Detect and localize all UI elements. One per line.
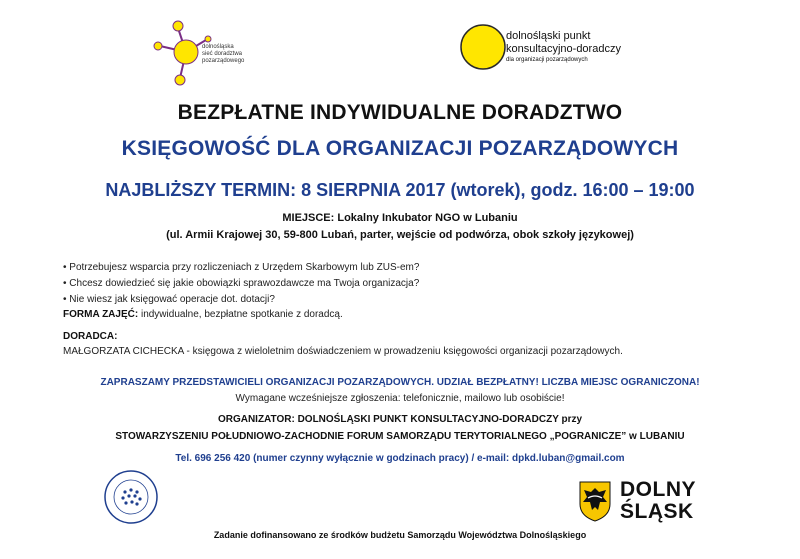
contact-line: Tel. 696 256 420 (numer czynny wyłącznie w godzinach pracy) / e-mail: dpkd.luban@gmail.com: [175, 453, 625, 464]
slask-line: ŚLĄSK: [620, 500, 694, 523]
logo-left-line2: sieć doradztwa: [202, 51, 243, 57]
logo-right-line2: konsultacyjno-doradczy: [506, 43, 621, 55]
place-line: MIEJSCE: Lokalny Inkubator NGO w Lubaniu: [282, 212, 518, 224]
list-item: • Chcesz dowiedzieć się jakie obowiązki sprawozdawcze ma Twoja organizacja?: [63, 278, 420, 289]
federation-logo: [103, 469, 159, 525]
address-line: (ul. Armii Krajowej 30, 59-800 Lubań, parter, wejście od podwórza, obok szkoły językowej): [166, 229, 634, 241]
logo-left-line1: dolnośląska: [202, 44, 234, 50]
form-text: indywidualne, bezpłatne spotkanie z doradcą.: [138, 309, 343, 320]
form-label: FORMA ZAJĘĆ:: [63, 309, 139, 320]
yellow-circle-icon: [458, 22, 508, 72]
logo-right-line1: dolnośląski punkt: [506, 30, 591, 42]
logo-left-line3: pozarządowego: [202, 58, 245, 64]
question-list: [63, 260, 419, 308]
organizer-line2: STOWARZYSZENIU POŁUDNIOWO-ZACHODNIE FORUM SAMORZĄDU TERYTORIALNEGO „POGRANICZE” w LUBANIU: [115, 431, 685, 442]
registration-line: Wymagane wcześniejsze zgłoszenia: telefonicznie, mailowo lub osobiście!: [235, 393, 565, 404]
dolnoslaska-siec-logo: [150, 14, 270, 90]
page-subtitle: KSIĘGOWOŚĆ DLA ORGANIZACJI POZARZĄDOWYCH: [121, 137, 679, 160]
organizer-line1: ORGANIZATOR: DOLNOŚLĄSKI PUNKT KONSULTACYJNO-DORADCZY przy: [217, 414, 583, 425]
dolny-slask-wordmark: [620, 479, 696, 523]
footer-note: Zadanie dofinansowano ze środków budżetu Samorządu Województwa Dolnośląskiego: [213, 530, 587, 540]
invite-line: ZAPRASZAMY PRZEDSTAWICIELI ORGANIZACJI POZARZĄDOWYCH. UDZIAŁ BEZPŁATNY! LICZBA MIEJSC OGRANICZONA!: [100, 377, 700, 388]
page-title: BEZPŁATNE INDYWIDUALNE DORADZTWO: [177, 101, 623, 124]
federation-seal-icon: [103, 469, 159, 525]
logo-right-line3: dla organizacji pozarządowych: [506, 57, 588, 63]
list-item: • Potrzebujesz wsparcia przy rozliczeniach z Urzędem Skarbowym lub ZUS-em?: [63, 262, 420, 273]
dolny-line: DOLNY: [620, 478, 696, 501]
dpkd-logo: [458, 20, 658, 76]
advisor-label: DORADCA:: [63, 331, 118, 342]
advisor-text: MAŁGORZATA CICHECKA - księgowa z wieloletnim doświadczeniem w prowadzeniu księgowości organizacji pozarządowych.: [63, 346, 623, 357]
date-line: NAJBLIŻSZY TERMIN: 8 SIERPNIA 2017 (wtorek), godz. 16:00 – 19:00: [105, 180, 695, 200]
form-line: [63, 309, 343, 320]
list-item: • Nie wiesz jak księgować operacje dot. dotacji?: [63, 294, 275, 305]
eagle-crest-icon: [578, 480, 612, 522]
